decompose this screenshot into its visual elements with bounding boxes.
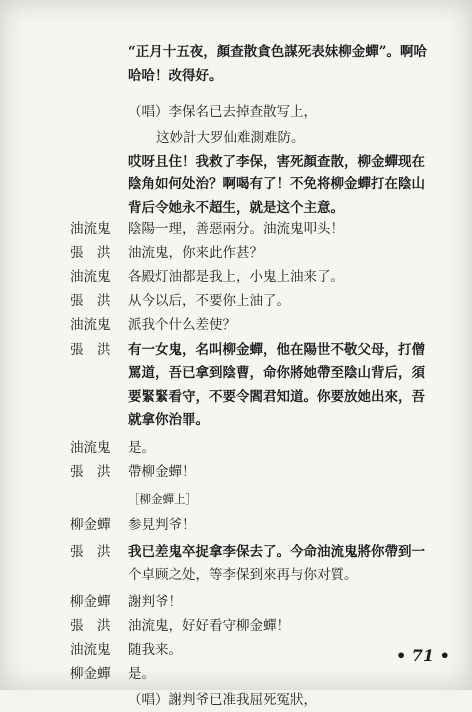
script-line	[0, 460, 472, 484]
script-line	[0, 241, 472, 265]
script-line	[0, 385, 472, 409]
script-line	[0, 338, 472, 362]
dialogue-text: 背后令她永不超生，就是这个主意。	[128, 200, 344, 216]
dialogue-text: ［柳金蟬上］	[128, 492, 197, 506]
speaker-name: 油流鬼	[70, 221, 111, 237]
dialogue-text: 哈哈！改得好。	[128, 68, 223, 84]
dialogue-text: 这妙計大罗仙难測难防。	[156, 130, 305, 146]
dialogue-text: 有一女鬼，名叫柳金蟬，他在陽世不敬父母，打僧	[128, 342, 425, 358]
speaker-name: 油流鬼	[70, 269, 111, 285]
dialogue-text: 帶柳金蟬！	[128, 464, 196, 480]
dialogue-text: 个卓顾之处，等李保到來再与你对質。	[128, 567, 358, 583]
dialogue-text: 是。	[128, 666, 155, 682]
script-line	[0, 662, 472, 686]
dialogue-text: 罵道，吾已拿到陰曹，命你將她帶至陰山背后，須	[128, 365, 425, 381]
script-line	[0, 217, 472, 241]
dialogue-text: 油流鬼，好好看守柳金蟬！	[128, 618, 290, 634]
script-line	[0, 436, 472, 460]
dialogue-text: 陰陽一理，善惡兩分。油流鬼叩头！	[128, 221, 344, 237]
dialogue-text: 是。	[128, 440, 155, 456]
script-line	[0, 313, 472, 337]
speaker-name: 張 洪	[70, 342, 111, 358]
script-line	[0, 614, 472, 638]
speaker-name: 張 洪	[70, 245, 111, 261]
dialogue-text: 派我个什么差使？	[128, 317, 236, 333]
dialogue-text: 陰角如何处治？啊喝有了！不免将柳金蟬打在陰山	[128, 176, 425, 192]
dialogue-text: 参見判爷！	[128, 517, 196, 533]
script-line	[0, 126, 472, 150]
dialogue-text: 我已差鬼卒捉拿李保去了。今命油流鬼將你帶到一	[128, 544, 425, 560]
script-line	[0, 100, 472, 124]
script-line	[0, 408, 472, 432]
dialogue-text: 哎呀且住！我救了李保，害死顏查散，柳金蟬现在	[128, 154, 425, 170]
script-line	[0, 150, 472, 174]
dialogue-text: （唱）謝判爷已准我屈死冤狀，	[128, 692, 317, 708]
page-number: • 71 •	[396, 646, 450, 665]
speaker-name: 張 洪	[70, 464, 111, 480]
dialogue-text: 从今以后，不要你上油了。	[128, 293, 290, 309]
script-line	[0, 590, 472, 614]
dialogue-text: “正月十五夜，顏查散貪色謀死表妹柳金蟬”。啊哈	[128, 44, 428, 60]
speaker-name: 張 洪	[70, 293, 111, 309]
speaker-name: 油流鬼	[70, 317, 111, 333]
speaker-name: 油流鬼	[70, 440, 111, 456]
script-line	[0, 688, 472, 712]
dialogue-text: 随我来。	[128, 642, 182, 658]
speaker-name: 張 洪	[70, 544, 111, 560]
script-line	[0, 487, 472, 511]
speaker-name: 柳金蟬	[70, 594, 111, 610]
script-line	[0, 40, 472, 64]
script-line	[0, 64, 472, 88]
script-line	[0, 265, 472, 289]
dialogue-text: 謝判爷！	[128, 594, 182, 610]
speaker-name: 柳金蟬	[70, 666, 111, 682]
dialogue-text: 就拿你治罪。	[128, 412, 209, 428]
script-line	[0, 361, 472, 385]
script-line	[0, 540, 472, 564]
script-line	[0, 563, 472, 587]
speaker-name: 油流鬼	[70, 642, 111, 658]
script-line	[0, 289, 472, 313]
dialogue-text: 油流鬼，你来此作甚？	[128, 245, 263, 261]
script-line	[0, 513, 472, 537]
speaker-name: 柳金蟬	[70, 517, 111, 533]
dialogue-text: （唱）李保名已去掉查散写上，	[128, 104, 317, 120]
dialogue-text: 要緊緊看守，不要令閻君知道。你要放她出來，吾	[128, 389, 425, 405]
script-line	[0, 172, 472, 196]
speaker-name: 張 洪	[70, 618, 111, 634]
dialogue-text: 各殿灯油都是我上，小鬼上油来了。	[128, 269, 344, 285]
